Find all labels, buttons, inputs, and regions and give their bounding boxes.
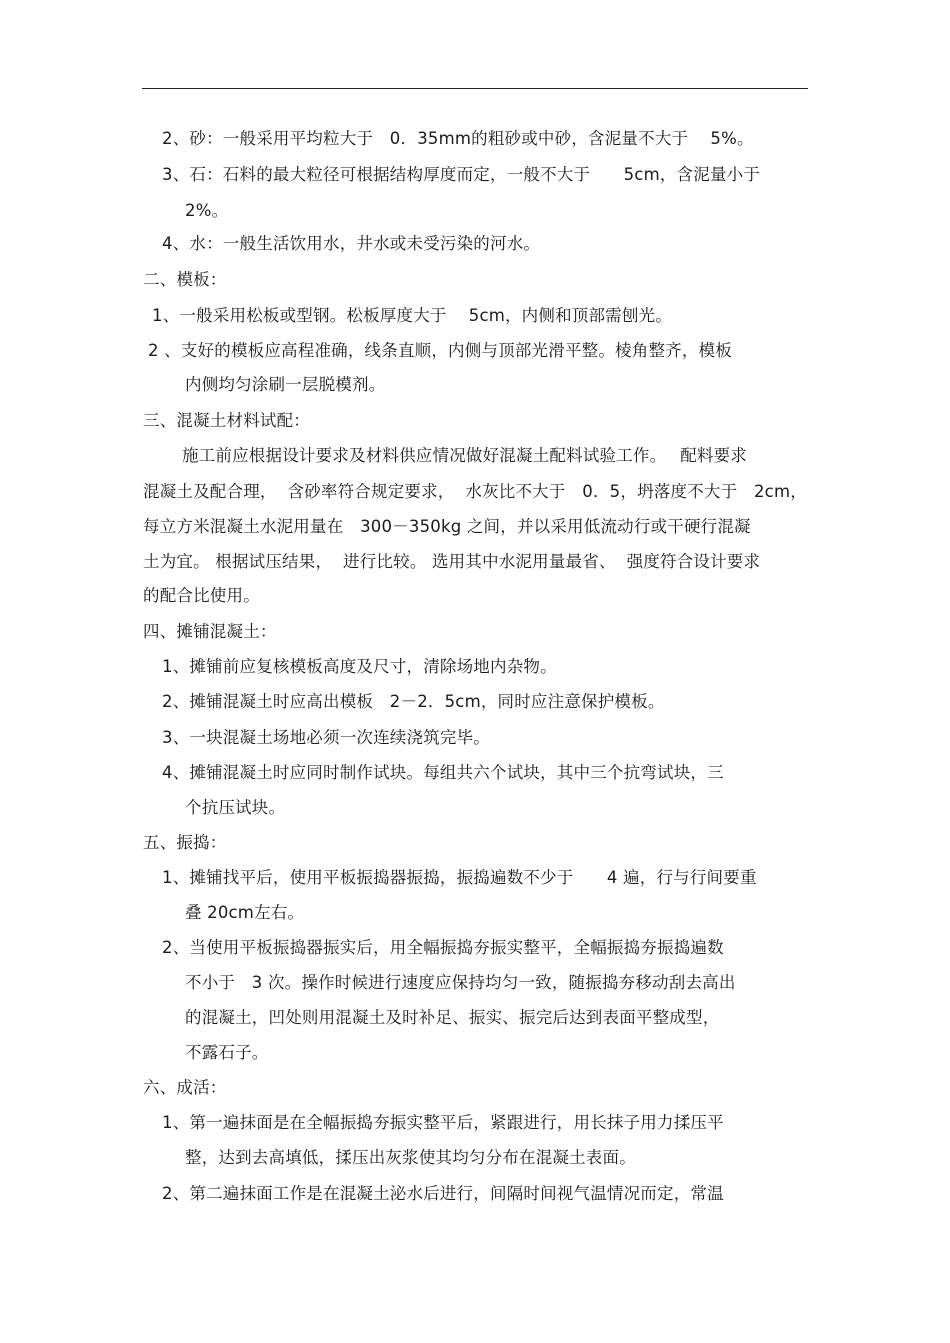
- header-rule: [142, 88, 808, 89]
- text-line: 4、摊铺混凝土时应同时制作试块。每组共六个试块，其中三个抗弯试块，三: [162, 763, 724, 782]
- text-line: 土为宜。 根据试压结果， 进行比较。 选用其中水泥用量最省、 强度符合设计要求: [143, 552, 761, 571]
- section-heading: 六、成活：: [143, 1078, 227, 1097]
- text-line: 2、第二遍抹面工作是在混凝土泌水后进行，间隔时间视气温情况而定，常温: [162, 1184, 724, 1203]
- text-line: 2、摊铺混凝土时应高出模板 2－2．5cm，同时应注意保护模板。: [162, 692, 665, 711]
- text-line: 混凝土及配合理， 含砂率符合规定要求， 水灰比不大于 0．5，坍落度不大于 2cm，: [143, 482, 807, 501]
- text-line: 施工前应根据设计要求及材料供应情况做好混凝土配料试验工作。 配料要求: [182, 446, 747, 465]
- section-heading: 四、摊铺混凝土：: [143, 622, 277, 641]
- text-line: 整，达到去高填低，揉压出灰浆使其均匀分布在混凝土表面。: [185, 1148, 636, 1167]
- text-line: 每立方米混凝土水泥用量在 300－350kg 之间，并以采用低流动行或干硬行混凝: [143, 517, 751, 536]
- section-heading: 三、混凝土材料试配：: [143, 411, 310, 430]
- section-heading: 五、振捣：: [143, 833, 227, 852]
- text-line: 个抗压试块。: [185, 798, 286, 817]
- text-line: 1、一般采用松板或型钢。松板厚度大于 5cm，内侧和顶部需刨光。: [152, 306, 672, 325]
- text-line: 叠 20cm左右。: [185, 903, 305, 922]
- text-line: 2、砂：一般采用平均粒大于 0．35mm的粗砂或中砂，含泥量不大于 5%。: [162, 129, 754, 148]
- text-line: 不小于 3 次。操作时候进行速度应保持均匀一致，随振捣夯移动刮去高出: [185, 973, 736, 992]
- text-line: 2 、支好的模板应高程准确，线条直顺，内侧与顶部光滑平整。棱角整齐，模板: [148, 341, 732, 360]
- text-line: 3、石：石料的最大粒径可根据结构厚度而定，一般不大于 5cm，含泥量小于: [162, 165, 761, 184]
- text-line: 的混凝土，凹处则用混凝土及时补足、振实、振完后达到表面平整成型，: [185, 1008, 720, 1027]
- text-line: 2%。: [185, 201, 229, 220]
- text-line: 1、摊铺前应复核模板高度及尺寸，清除场地内杂物。: [162, 657, 557, 676]
- text-line: 1、第一遍抹面是在全幅振捣夯振实整平后，紧跟进行，用长抹子用力揉压平: [162, 1113, 724, 1132]
- text-line: 的配合比使用。: [143, 586, 260, 605]
- text-line: 1、摊铺找平后，使用平板振捣器振捣，振捣遍数不少于 4 遍，行与行间要重: [162, 868, 757, 887]
- text-line: 3、一块混凝土场地必须一次连续浇筑完毕。: [162, 728, 490, 747]
- text-line: 4、水：一般生活饮用水，井水或未受污染的河水。: [162, 234, 541, 253]
- text-line: 内侧均匀涂刷一层脱模剂。: [185, 375, 386, 394]
- text-line: 2、当使用平板振捣器振实后，用全幅振捣夯振实整平，全幅振捣夯振捣遍数: [162, 938, 724, 957]
- section-heading: 二、模板：: [143, 270, 227, 289]
- text-line: 不露石子。: [185, 1043, 269, 1062]
